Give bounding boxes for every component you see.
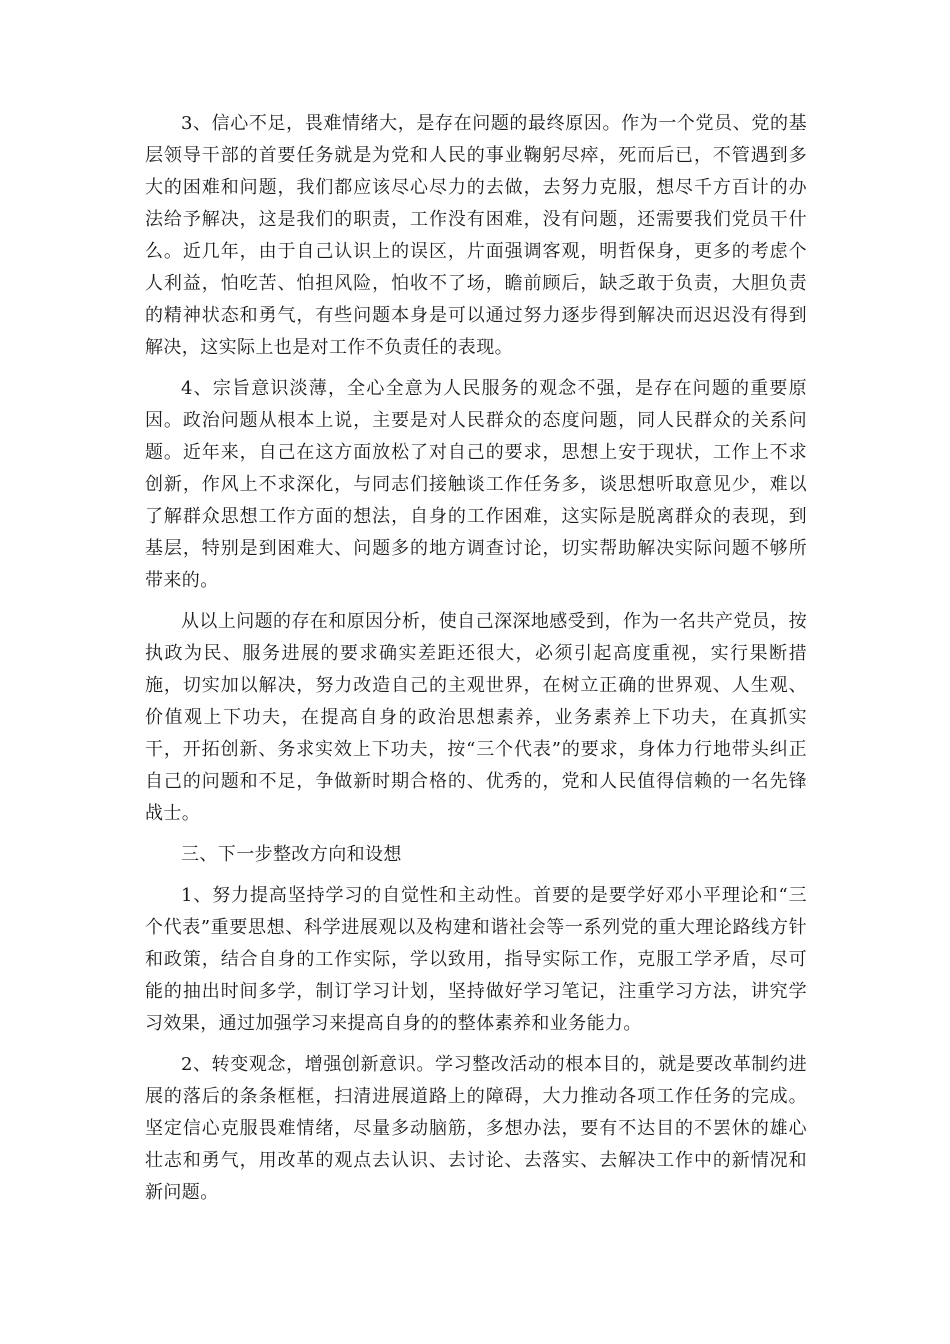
paragraph-plan-1: 1、努力提高坚持学习的自觉性和主动性。首要的是要学好邓小平理论和“三个代表”重要思想、科学进展观以及构建和谐社会等一系列党的重大理论路线方针和政策，结合自身的工作实际，学以致用，指导实际工作，克服工学矛盾，尽可能的抽出时间多学，制订学习计划，坚持做好学习笔记，注重学习方法，讲究学习效果，通过加强学习来提高自身的的整体素养和业务能力。 xyxy=(145,885,807,1034)
paragraph-cause-4: 4、宗旨意识淡薄，全心全意为人民服务的观念不强，是存在问题的重要原因。政治问题从根本上说，主要是对人民群众的态度问题，同人民群众的关系问题。近年来，自己在这方面放松了对自己的要求，思想上安于现状，工作上不求创新，作风上不求深化，与同志们接触谈工作任务多，谈思想听取意见少，难以了解群众思想工作方面的想法，自身的工作困难，这实际是脱离群众的表现，到基层，特别是到困难大、问题多的地方调查讨论，切实帮助解决实际问题不够所带来的。 xyxy=(145,378,807,591)
document-page xyxy=(145,108,807,1218)
paragraph-cause-3: 3、信心不足，畏难情绪大，是存在问题的最终原因。作为一个党员、党的基层领导干部的首要任务就是为党和人民的事业鞠躬尽瘁，死而后已，不管遇到多大的困难和问题，我们都应该尽心尽力的去做，去努力克服，想尽千方百计的办法给予解决，这是我们的职责，工作没有困难，没有问题，还需要我们党员干什么。近几年，由于自己认识上的误区，片面强调客观，明哲保身，更多的考虑个人利益，怕吃苦、怕担风险，怕收不了场，瞻前顾后，缺乏敢于负责，大胆负责的精神状态和勇气，有些问题本身是可以通过努力逐步得到解决而迟迟没有得到解决，这实际上也是对工作不负责任的表现。 xyxy=(145,113,807,358)
section-heading: 三、下一步整改方向和设想 xyxy=(181,844,402,865)
paragraph-plan-2: 2、转变观念，增强创新意识。学习整改活动的根本目的，就是要改革制约进展的落后的条条框框，扫清进展道路上的障碍，大力推动各项工作任务的完成。坚定信心克服畏难情绪，尽量多动脑筋，多想办法，要有不达目的不罢休的雄心壮志和勇气，用改革的观点去认识、去讨论、去落实、去解决工作中的新情况和新问题。 xyxy=(145,1054,807,1203)
paragraph-summary: 从以上问题的存在和原因分析，使自己深深地感受到，作为一名共产党员，按执政为民、服务进展的要求确实差距还很大，必须引起高度重视，实行果断措施，切实加以解决，努力改造自己的主观世界，在树立正确的世界观、人生观、价值观上下功夫，在提高自身的政治思想素养，业务素养上下功夫，在真抓实干，开拓创新、务求实效上下功夫，按“三个代表”的要求，身体力行地带头纠正自己的问题和不足，争做新时期合格的、优秀的，党和人民值得信赖的一名先锋战士。 xyxy=(145,611,807,824)
